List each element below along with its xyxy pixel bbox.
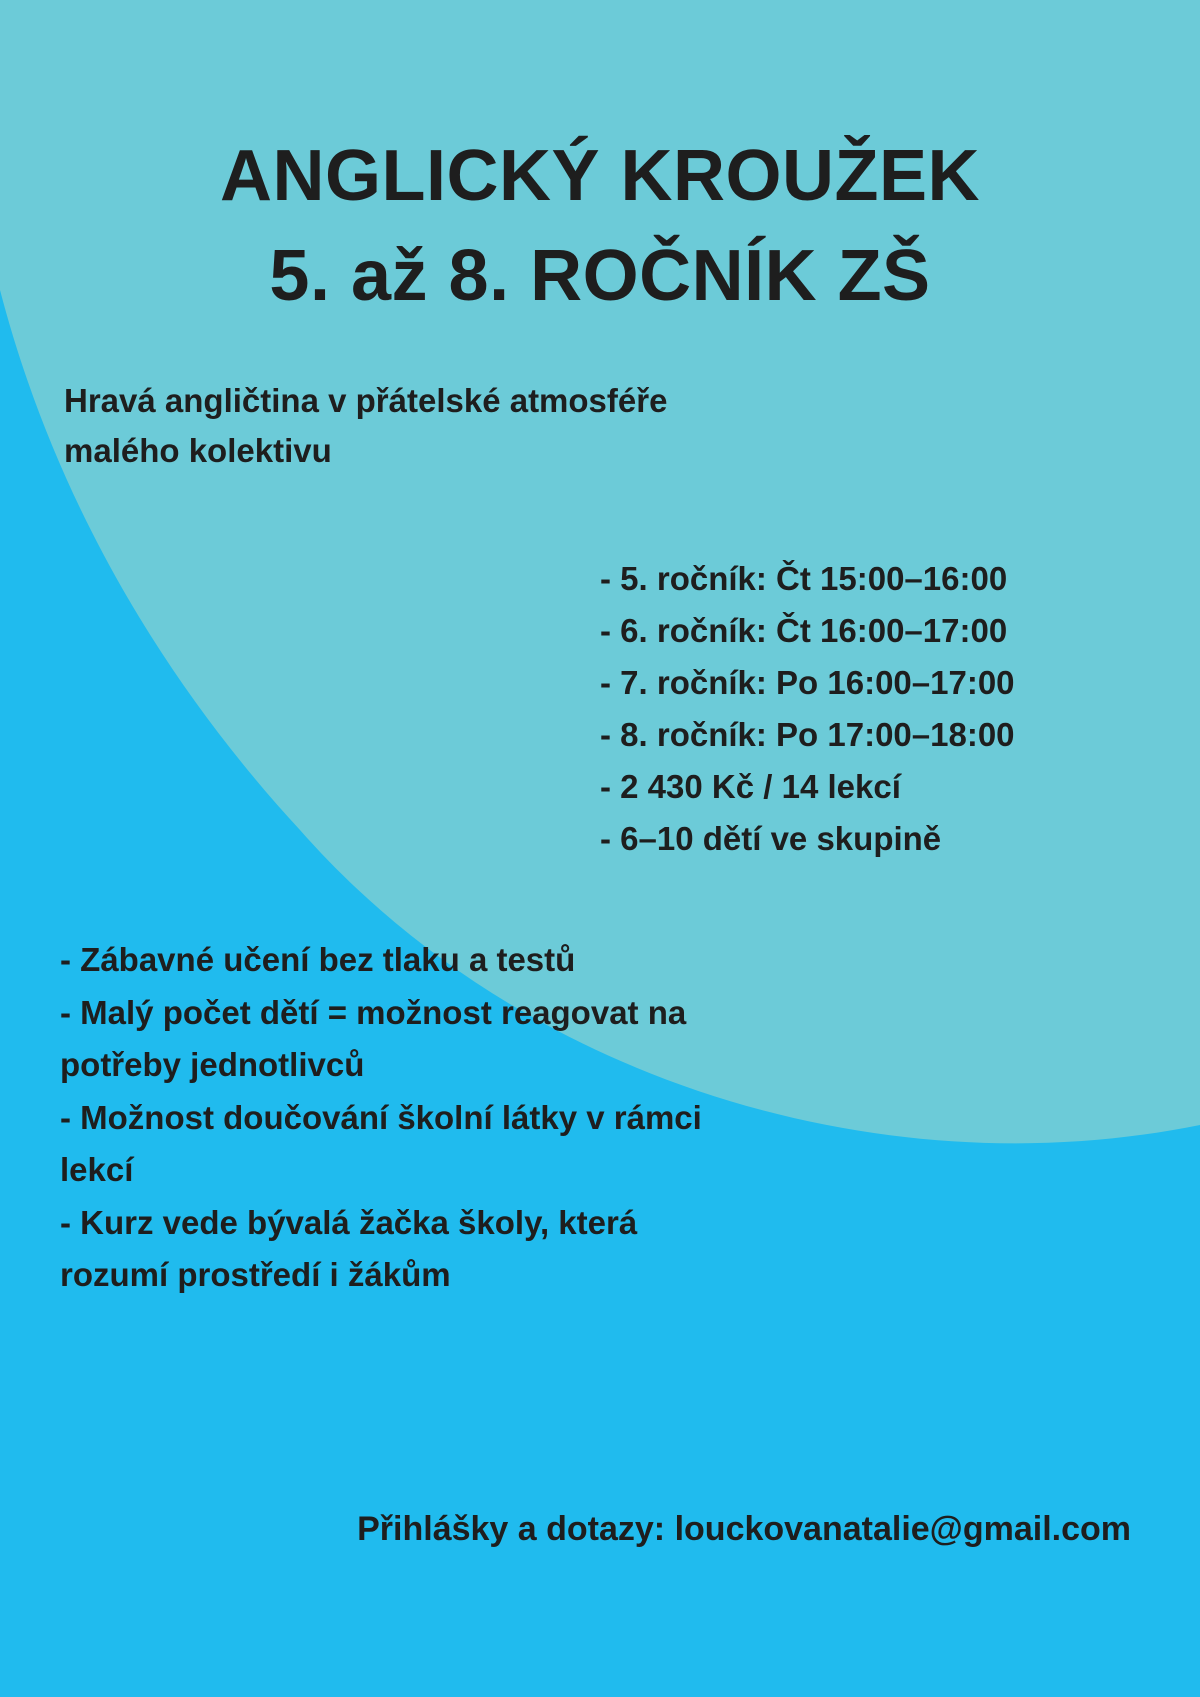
benefit-line: - Kurz vede bývalá žačka školy, která: [60, 1203, 638, 1241]
schedule-item: - 6. ročník: Čt 16:00–17:00: [600, 612, 1008, 649]
title-line-2: 5. až 8. ROČNÍK ZŠ: [269, 236, 931, 316]
benefit-line: lekcí: [60, 1151, 134, 1188]
benefit-line: rozumí prostředí i žákům: [60, 1256, 451, 1293]
price-item: - 2 430 Kč / 14 lekcí: [600, 768, 901, 805]
schedule-item: - 7. ročník: Po 16:00–17:00: [600, 664, 1015, 701]
benefit-line: - Možnost doučování školní látky v rámci: [60, 1098, 702, 1136]
subtitle: [64, 376, 864, 476]
schedule-list: [600, 553, 1160, 865]
subtitle-line-2: malého kolektivu: [64, 432, 332, 469]
schedule-item: - 5. ročník: Čt 15:00–16:00: [600, 560, 1008, 597]
subtitle-line-1: Hravá angličtina v přátelské atmosféře: [64, 382, 668, 419]
title-line-1: ANGLICKÝ KROUŽEK: [220, 136, 980, 216]
benefit-line: potřeby jednotlivců: [60, 1046, 365, 1083]
contact-line: Přihlášky a dotazy: louckovanatalie@gmail.com: [357, 1510, 1131, 1548]
group-size-item: - 6–10 dětí ve skupině: [600, 820, 942, 857]
benefit-line: - Zábavné učení bez tlaku a testů: [60, 941, 576, 978]
schedule-item: - 8. ročník: Po 17:00–18:00: [600, 716, 1015, 753]
benefits-list: [60, 934, 880, 1302]
benefit-line: - Malý počet dětí = možnost reagovat na: [60, 993, 687, 1031]
page-title: [0, 126, 1200, 326]
